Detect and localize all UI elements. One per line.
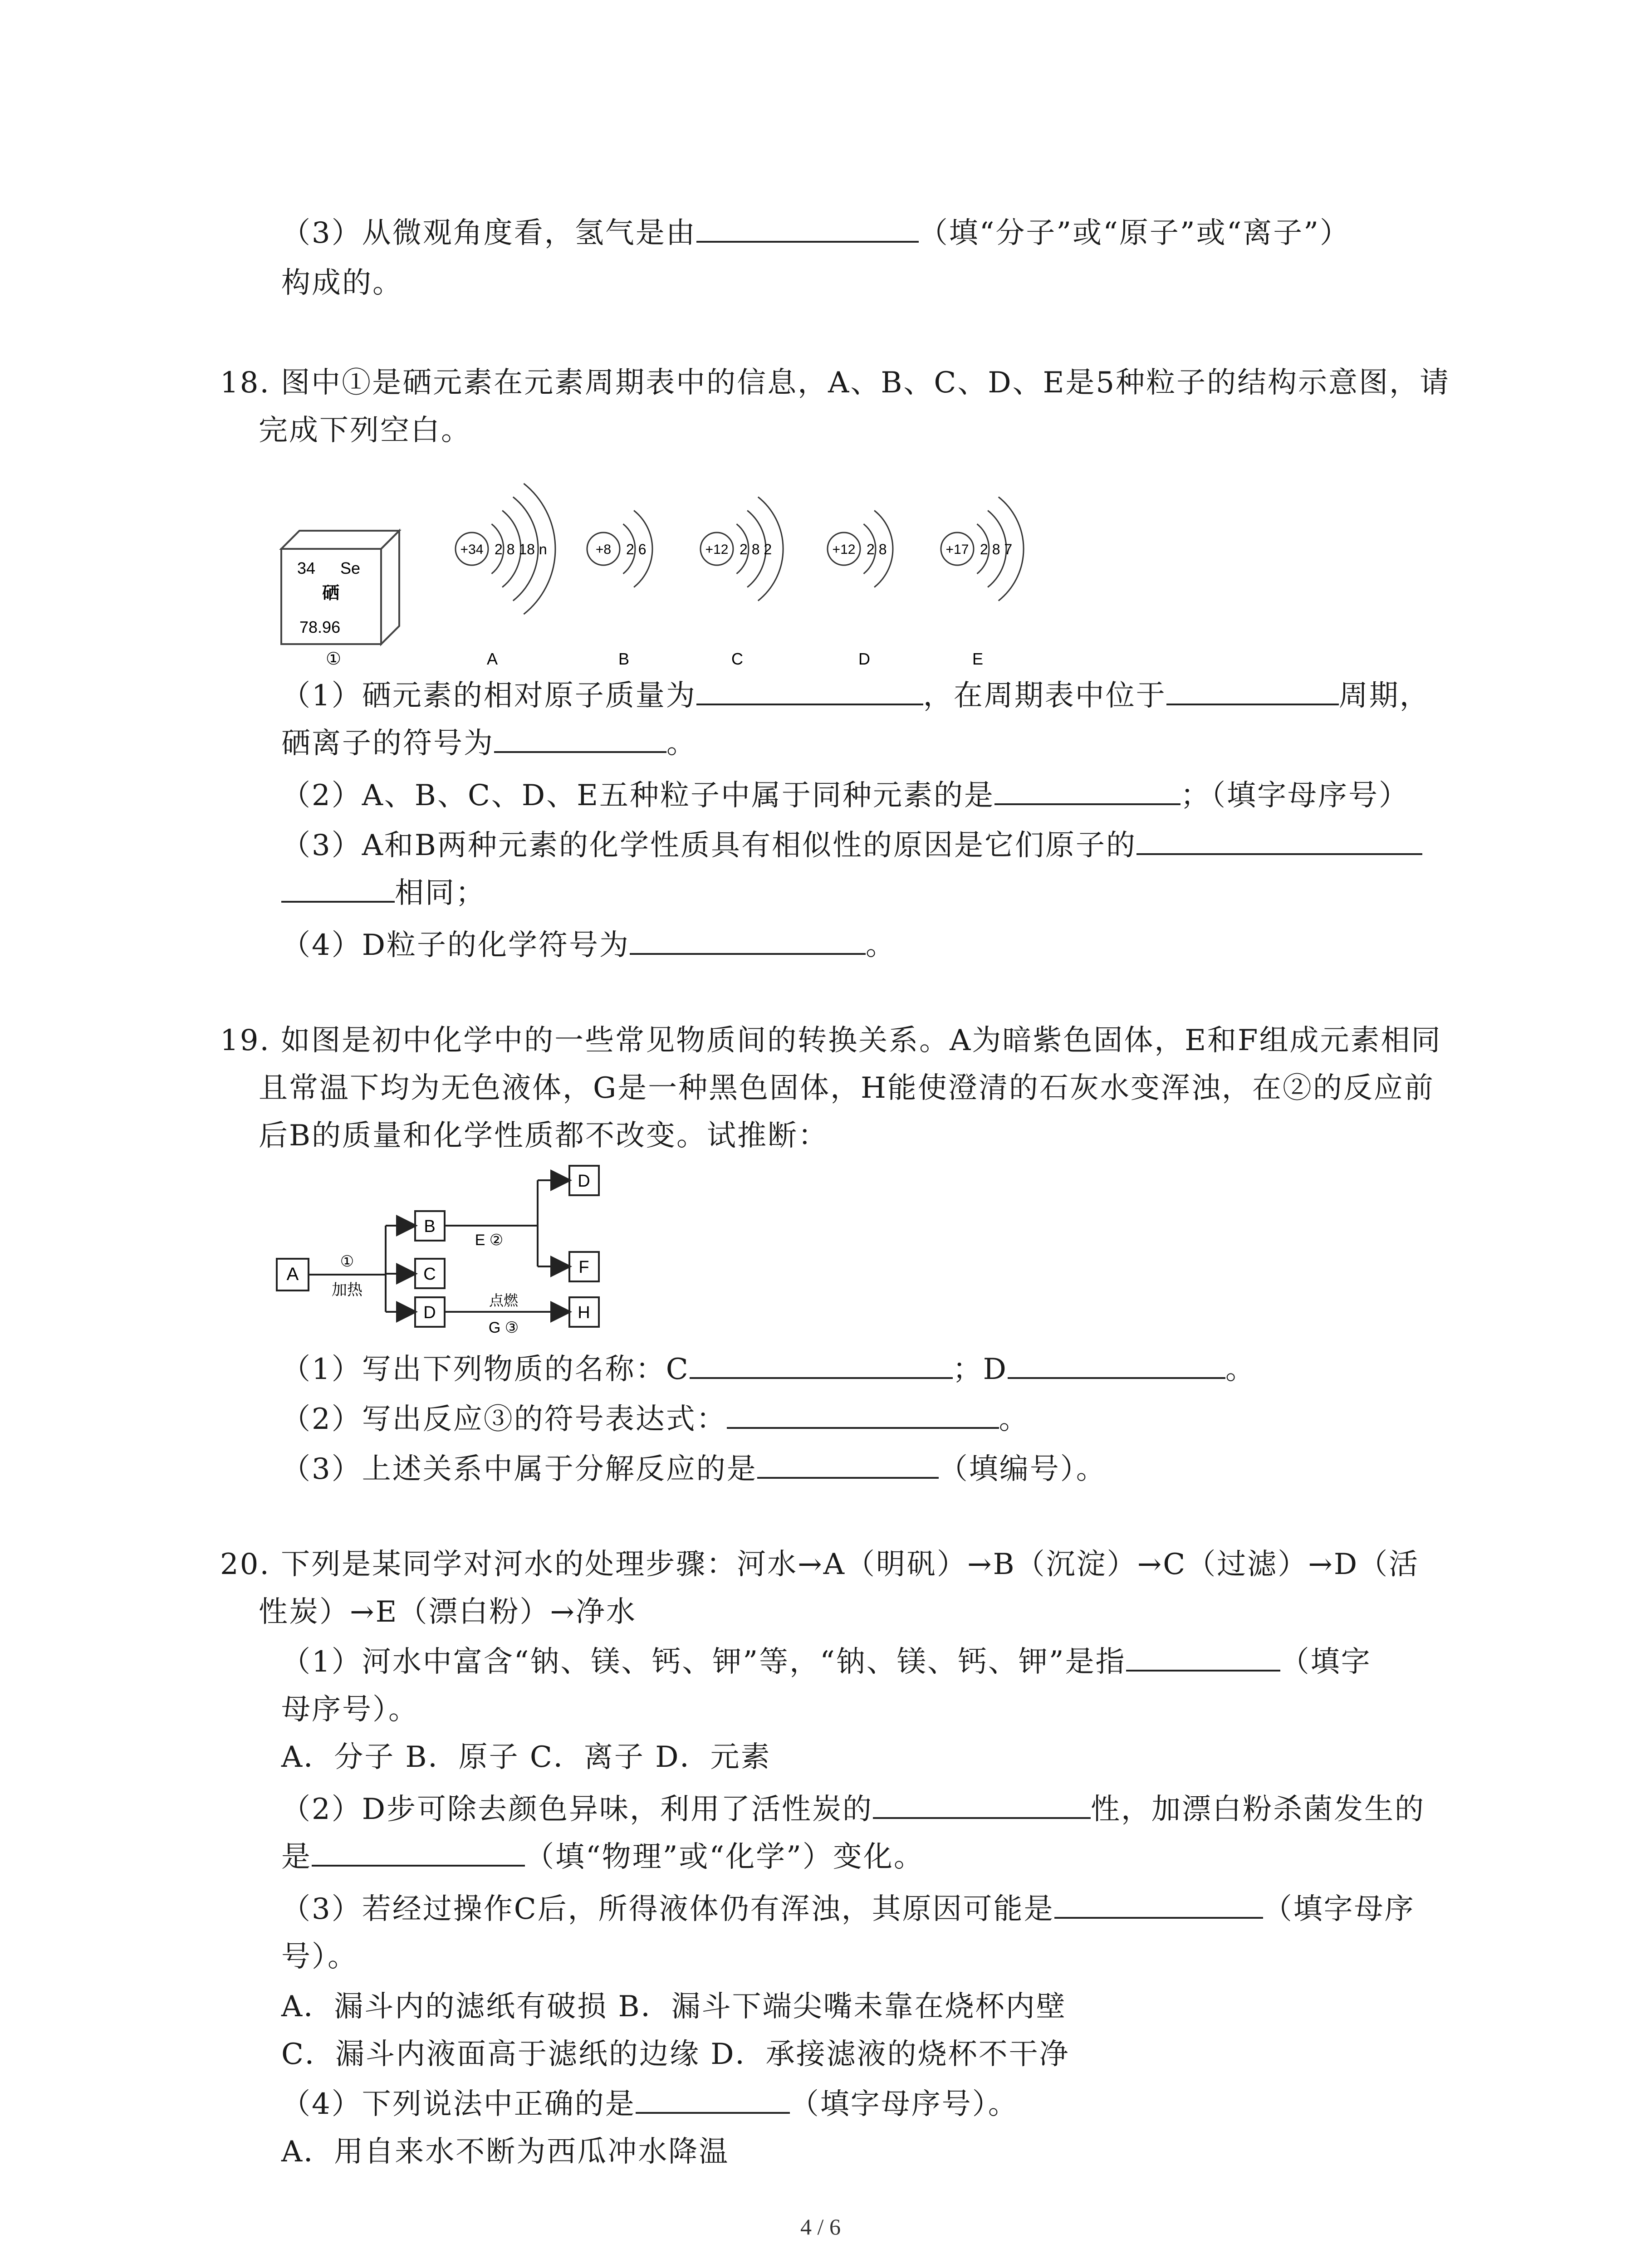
q19-part3: （3）上述关系中属于分解反应的是 （填编号）。 (281, 1449, 1107, 1489)
answer-blank[interactable] (696, 676, 923, 705)
answer-blank[interactable] (1166, 676, 1339, 705)
particle-label: B (618, 650, 630, 668)
shell-electrons: 2 8 18 n (495, 541, 547, 557)
q19-stem-line1: 19. 如图是初中化学中的一些常见物质间的转换关系。A为暗紫色固体，E和F组成元素相同 (220, 1024, 1442, 1057)
q20-part3-line2: 号）。 (281, 1940, 358, 1974)
q18-part2: （2）A、B、C、D、E五种粒子中属于同种元素的是 ；（填字母序号） (281, 776, 1409, 816)
particle-c (700, 497, 783, 668)
q19-reaction-flow-diagram (272, 1161, 635, 1343)
shell-electrons: 2 8 (867, 541, 887, 557)
arrow2-label: E ② (475, 1232, 504, 1249)
cell-symbol: Se (340, 559, 361, 577)
cell-atomic-mass: 78.96 (299, 618, 341, 636)
q20-part3-line1: （3）若经过操作C后，所得液体仍有浑浊，其原因可能是 （填字母序 (281, 1889, 1415, 1929)
q20-part2-line2: 是 （填“物理”或“化学”）变化。 (281, 1837, 924, 1877)
answer-blank[interactable] (727, 1400, 999, 1429)
answer-blank[interactable] (494, 724, 666, 753)
cell-atomic-number: 34 (297, 559, 316, 577)
q18-stem-line2: 完成下列空白。 (259, 414, 471, 447)
page-number: 4 / 6 (800, 2214, 841, 2239)
particle-d (828, 510, 893, 668)
particle-label: E (972, 650, 984, 668)
q18-part4: （4）D粒子的化学符号为 。 (281, 925, 896, 965)
q20-part4-option-a: A．用自来水不断为西瓜冲水降温 (281, 2135, 730, 2169)
shell-electrons: 2 8 2 (740, 541, 772, 557)
q20-stem-line1: 20. 下列是某同学对河水的处理步骤：河水→A（明矾）→B（沉淀）→C（过滤）→D（活 (220, 1548, 1420, 1581)
answer-blank[interactable] (1008, 1350, 1225, 1379)
arrow3-label-bottom: G ③ (488, 1319, 519, 1336)
particle-b (587, 510, 652, 668)
q19-part1: （1）写出下列物质的名称：C ；D 。 (281, 1349, 1256, 1389)
q18-atomic-structure-figure (272, 458, 1066, 671)
particle-label: C (731, 650, 743, 668)
answer-blank[interactable] (696, 214, 919, 243)
cell-label: ① (326, 650, 342, 669)
answer-blank[interactable] (757, 1450, 939, 1479)
nucleus-charge: +34 (460, 542, 484, 557)
svg-text:D: D (578, 1172, 590, 1191)
svg-text:F: F (578, 1258, 589, 1277)
answer-blank[interactable] (630, 926, 866, 955)
q19-part2: （2）写出反应③的符号表达式： 。 (281, 1399, 1029, 1439)
q20-part3-options-ab: A．漏斗内的滤纸有破损 B．漏斗下端尖嘴未靠在烧杯内壁 (281, 1990, 1067, 2024)
q20-part4: （4）下列说法中正确的是 （填字母序号）。 (281, 2084, 1019, 2124)
svg-text:A: A (286, 1264, 299, 1284)
particle-e (941, 497, 1024, 668)
answer-blank[interactable] (994, 776, 1181, 805)
q19-stem-line3: 后B的质量和化学性质都不改变。试推断： (259, 1119, 829, 1153)
svg-text:D: D (423, 1303, 436, 1322)
q18-stem-line1: 18. 图中①是硒元素在元素周期表中的信息，A、B、C、D、E是5种粒子的结构示意图，请 (220, 366, 1450, 400)
nucleus-charge: +12 (705, 542, 729, 557)
svg-text:C: C (423, 1265, 436, 1284)
q20-part2-line1: （2）D步可除去颜色异味，利用了活性炭的 性，加漂白粉杀菌发生的 (281, 1789, 1425, 1829)
particle-label: A (486, 650, 498, 668)
arrow3-label-top: 点燃 (489, 1292, 519, 1309)
q17-part3-line2: 构成的。 (281, 266, 403, 300)
arrow1-label-bottom: 加热 (332, 1281, 362, 1299)
shell-electrons: 2 6 (626, 541, 647, 557)
q18-part1-line2: 硒离子的符号为 。 (281, 723, 697, 763)
particle-label: D (858, 650, 870, 668)
particle-diagrams (456, 484, 1024, 668)
q20-part3-options-cd: C．漏斗内液面高于滤纸的边缘 D．承接滤液的烧杯不干净 (281, 2038, 1070, 2071)
q20-part1-options: A．分子 B．原子 C．离子 D．元素 (281, 1740, 771, 1774)
answer-blank[interactable] (1126, 1642, 1280, 1672)
q18-part1-line1: （1）硒元素的相对原子质量为 ，在周期表中位于 周期， (281, 676, 1430, 716)
nucleus-charge: +8 (595, 542, 612, 557)
answer-blank[interactable] (873, 1790, 1091, 1819)
nucleus-charge: +12 (832, 542, 856, 557)
arrow1-label-top: ① (340, 1253, 354, 1270)
q19-stem-line2: 且常温下均为无色液体，G是一种黑色固体，H能使澄清的石灰水变浑浊，在②的反应前 (259, 1071, 1435, 1105)
q20-part1-line1: （1）河水中富含“钠、镁、钙、钾”等，“钠、镁、钙、钾”是指 （填字 (281, 1642, 1372, 1682)
answer-blank[interactable] (1136, 826, 1422, 855)
q18-part3-line2: 相同； (281, 873, 486, 913)
q20-part1-line2: 母序号）。 (281, 1693, 419, 1726)
q17-part3-line1: （3）从微观角度看，氢气是由 （填“分子”或“原子”或“离子”） (281, 213, 1350, 253)
answer-blank[interactable] (1054, 1890, 1263, 1919)
shell-electrons: 2 8 7 (980, 541, 1013, 557)
answer-blank[interactable] (636, 2085, 790, 2114)
particle-a (456, 484, 555, 668)
answer-blank[interactable] (312, 1838, 525, 1867)
periodic-table-cell (281, 531, 399, 669)
nucleus-charge: +17 (945, 542, 969, 557)
q20-stem-line2: 性炭）→E（漂白粉）→净水 (259, 1595, 637, 1629)
svg-text:H: H (578, 1303, 590, 1322)
answer-blank[interactable] (281, 874, 395, 903)
q18-part3-line1: （3）A和B两种元素的化学性质具有相似性的原因是它们原子的 (281, 826, 1422, 865)
cell-element-name: 硒 (322, 584, 340, 603)
svg-text:B: B (424, 1217, 436, 1236)
answer-blank[interactable] (690, 1350, 953, 1379)
